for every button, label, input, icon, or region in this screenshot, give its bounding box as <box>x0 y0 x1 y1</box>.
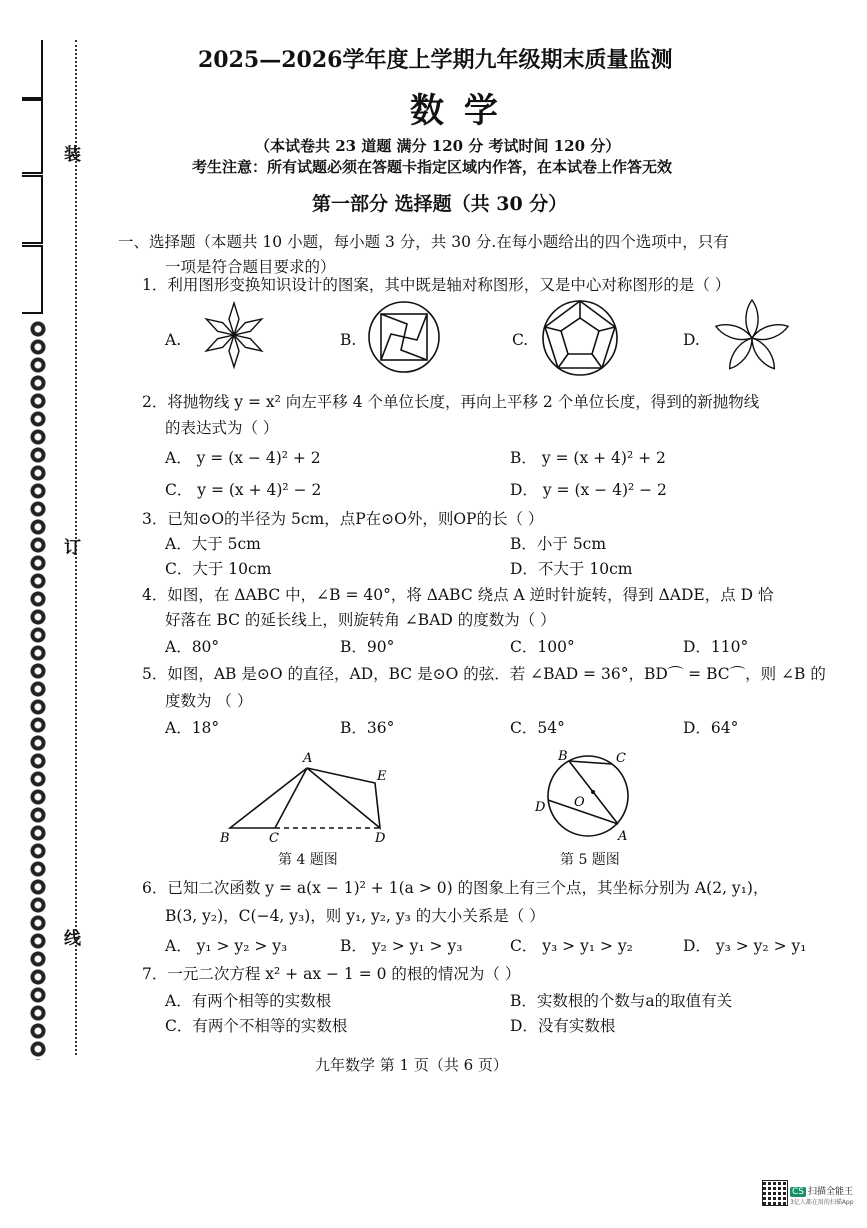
q5-stem-2: 度数为 （ ） <box>165 692 253 710</box>
fig4-label-b: B <box>220 831 230 846</box>
part1-title: 第一部分 选择题（共 30 分） <box>312 193 568 215</box>
q6-stem-2: B(3, y₂)，C(−4, y₃)，则 y₁, y₂, y₃ 的大小关系是（ ） <box>165 907 545 925</box>
fig4-label-a: A <box>303 751 313 766</box>
subject-title: 数 学 <box>410 91 502 131</box>
q1-option-d: D. <box>683 331 700 349</box>
q5-option-c: C．54° <box>510 719 565 737</box>
gear-border <box>28 320 48 1060</box>
q7-option-b: B．实数根的个数与a的取值有关 <box>510 992 733 1010</box>
q6-option-d: D． y₃ > y₂ > y₁ <box>683 937 807 955</box>
q1-figure-d <box>712 298 792 376</box>
q6-stem-1: 6．已知二次函数 y = a(x − 1)² + 1(a > 0) 的图象上有三个点，其坐标分别为 A(2, y₁)， <box>142 879 769 897</box>
q4-option-a: A．80° <box>165 638 220 656</box>
q2-option-d: D． y = (x − 4)² − 2 <box>510 481 667 499</box>
q1-stem: 1．利用图形变换知识设计的图案，其中既是轴对称图形，又是中心对称图形的是（ ） <box>142 276 731 294</box>
q1-option-a: A. <box>165 331 182 349</box>
scanner-app-name: 扫描全能王 <box>808 1187 854 1197</box>
fig4-caption: 第 4 题图 <box>278 852 338 868</box>
q2-stem-1: 2．将抛物线 y = x² 向左平移 4 个单位长度，再向上平移 2 个单位长度，得到的新抛物线 <box>142 393 760 411</box>
q3-option-b: B．小于 5cm <box>510 535 607 553</box>
binding-brackets <box>20 38 50 318</box>
qr-code-icon <box>762 1180 788 1206</box>
q7-stem: 7．一元二次方程 x² + ax − 1 = 0 的根的情况为（ ） <box>142 965 521 983</box>
binding-ding: 订 <box>64 538 81 558</box>
section1-line1: 一、选择题（本题共 10 小题，每小题 3 分，共 30 分.在每小题给出的四个选项中，只有 <box>118 233 729 251</box>
q5-option-a: A．18° <box>165 719 220 737</box>
q6-option-c: C． y₃ > y₁ > y₂ <box>510 937 633 955</box>
q3-option-d: D．不大于 10cm <box>510 560 633 578</box>
q5-stem-1: 5．如图，AB 是⊙O 的直径，AD，BC 是⊙O 的弦．若 ∠BAD = 36°，BD⌒ = BC⌒，则 ∠B 的 <box>142 665 826 683</box>
q1-figure-a <box>198 300 270 370</box>
q6-option-b: B． y₂ > y₁ > y₃ <box>340 937 463 955</box>
q7-option-a: A．有两个相等的实数根 <box>165 992 332 1010</box>
q3-option-c: C．大于 10cm <box>165 560 272 578</box>
figure-5 <box>530 748 640 848</box>
fig4-label-c: C <box>269 831 279 846</box>
q6-option-a: A． y₁ > y₂ > y₃ <box>165 937 288 955</box>
figure-4 <box>215 748 400 848</box>
scanner-watermark <box>790 1184 854 1206</box>
q5-option-d: D．64° <box>683 719 739 737</box>
fig4-label-e: E <box>377 769 387 784</box>
scanner-app-tagline: 3亿人都在用的扫描App <box>790 1199 854 1206</box>
q5-option-b: B．36° <box>340 719 395 737</box>
q4-stem-2: 好落在 BC 的延长线上，则旋转角 ∠BAD 的度数为（ ） <box>165 611 556 629</box>
q2-option-c: C． y = (x + 4)² − 2 <box>165 481 322 499</box>
cs-logo-icon: CS <box>792 1187 804 1197</box>
q7-option-d: D．没有实数根 <box>510 1017 616 1035</box>
exam-info: （本试卷共 23 道题 满分 120 分 考试时间 120 分） <box>255 137 621 155</box>
q7-option-c: C．有两个不相等的实数根 <box>165 1017 348 1035</box>
fig5-caption: 第 5 题图 <box>560 852 620 868</box>
fig4-triangle-abc <box>230 768 307 828</box>
binding-zhuang: 装 <box>64 145 81 165</box>
fig5-label-c: C <box>616 751 626 766</box>
fig5-center-point <box>591 790 595 794</box>
fig5-label-d: D <box>535 800 546 815</box>
q1-option-b: B. <box>340 331 357 349</box>
q2-stem-2: 的表达式为（ ） <box>165 419 279 437</box>
q2-option-a: A． y = (x − 4)² + 2 <box>165 449 321 467</box>
q3-option-a: A．大于 5cm <box>165 535 261 553</box>
fig5-label-a: A <box>618 829 628 844</box>
fig5-label-o: O <box>574 795 585 810</box>
fig5-chord-bc <box>569 761 612 764</box>
q4-option-b: B．90° <box>340 638 395 656</box>
fig4-triangle-ade <box>307 768 380 828</box>
binding-xian: 线 <box>64 929 81 949</box>
q4-option-c: C．100° <box>510 638 575 656</box>
exam-notice: 考生注意：所有试题必须在答题卡指定区域内作答，在本试卷上作答无效 <box>192 158 673 176</box>
exam-title: 2025—2026学年度上学期九年级期末质量监测 <box>198 47 673 73</box>
q1-figure-c <box>540 298 620 378</box>
q3-stem: 3．已知⊙O的半径为 5cm，点P在⊙O外，则OP的长（ ） <box>142 510 544 528</box>
section1-line2: 一项是符合题目要求的） <box>165 258 336 276</box>
q2-option-b: B． y = (x + 4)² + 2 <box>510 449 666 467</box>
q1-figure-b <box>367 300 441 374</box>
q4-stem-1: 4．如图，在 ΔABC 中，∠B = 40°，将 ΔABC 绕点 A 逆时针旋转，得到 ΔADE，点 D 恰 <box>142 586 774 604</box>
q1-option-c: C. <box>512 331 529 349</box>
fig4-label-d: D <box>375 831 386 846</box>
q4-option-d: D．110° <box>683 638 749 656</box>
page-footer: 九年数学 第 1 页（共 6 页） <box>315 1056 508 1074</box>
fig5-label-b: B <box>558 749 568 764</box>
